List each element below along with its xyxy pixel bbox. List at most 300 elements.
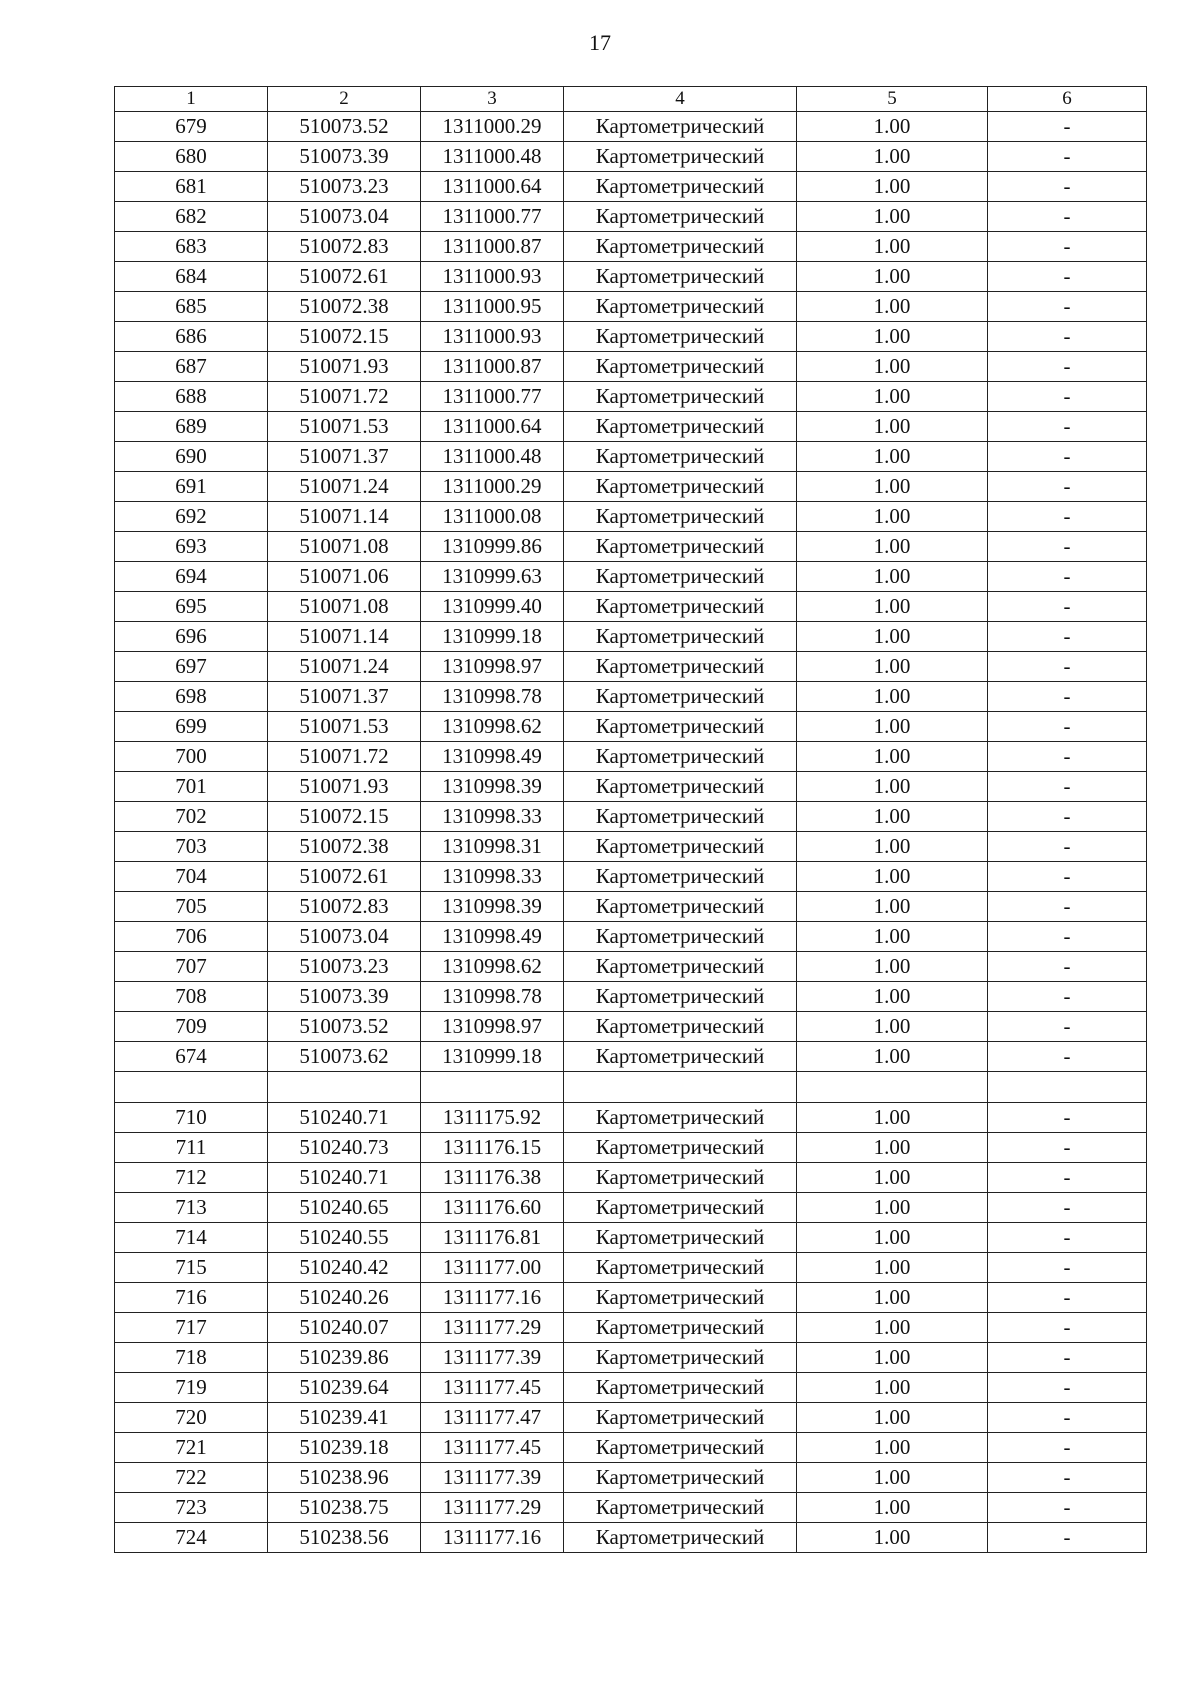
point-number-cell: 717 — [115, 1313, 268, 1343]
note-cell: - — [988, 862, 1147, 892]
table-row — [115, 1163, 1147, 1193]
point-number-cell: 715 — [115, 1253, 268, 1283]
note-cell: - — [988, 1493, 1147, 1523]
method-cell: Картометрический — [564, 142, 797, 172]
note-cell: - — [988, 1283, 1147, 1313]
table-row — [115, 1523, 1147, 1553]
point-number-cell: 714 — [115, 1223, 268, 1253]
method-cell: Картометрический — [564, 562, 797, 592]
accuracy-cell: 1.00 — [797, 682, 988, 712]
table-row — [115, 1433, 1147, 1463]
table-row — [115, 1012, 1147, 1042]
point-number-cell: 710 — [115, 1103, 268, 1133]
note-cell: - — [988, 592, 1147, 622]
x-coordinate-cell: 510240.71 — [268, 1163, 421, 1193]
x-coordinate-cell: 510071.08 — [268, 592, 421, 622]
point-number-cell: 691 — [115, 472, 268, 502]
x-coordinate-cell: 510238.96 — [268, 1463, 421, 1493]
method-cell: Картометрический — [564, 712, 797, 742]
x-coordinate-cell: 510071.93 — [268, 772, 421, 802]
accuracy-cell: 1.00 — [797, 1373, 988, 1403]
y-coordinate-cell: 1311000.48 — [421, 142, 564, 172]
method-cell: Картометрический — [564, 232, 797, 262]
point-number-cell: 682 — [115, 202, 268, 232]
note-cell: - — [988, 232, 1147, 262]
table-row — [115, 622, 1147, 652]
y-coordinate-cell: 1310998.31 — [421, 832, 564, 862]
x-coordinate-cell: 510240.65 — [268, 1193, 421, 1223]
method-cell: Картометрический — [564, 112, 797, 142]
note-cell: - — [988, 742, 1147, 772]
accuracy-cell: 1.00 — [797, 562, 988, 592]
table-row — [115, 532, 1147, 562]
table-row — [115, 1343, 1147, 1373]
note-cell: - — [988, 1463, 1147, 1493]
x-coordinate-cell: 510240.26 — [268, 1283, 421, 1313]
y-coordinate-cell: 1310999.86 — [421, 532, 564, 562]
y-coordinate-cell: 1311177.45 — [421, 1373, 564, 1403]
table-row — [115, 562, 1147, 592]
accuracy-cell: 1.00 — [797, 322, 988, 352]
point-number-cell: 721 — [115, 1433, 268, 1463]
empty-cell — [988, 1072, 1147, 1103]
accuracy-cell: 1.00 — [797, 172, 988, 202]
point-number-cell: 685 — [115, 292, 268, 322]
y-coordinate-cell: 1311000.29 — [421, 472, 564, 502]
x-coordinate-cell: 510071.24 — [268, 652, 421, 682]
method-cell: Картометрический — [564, 622, 797, 652]
point-number-cell: 680 — [115, 142, 268, 172]
point-number-cell: 724 — [115, 1523, 268, 1553]
y-coordinate-cell: 1310998.39 — [421, 772, 564, 802]
y-coordinate-cell: 1310998.33 — [421, 802, 564, 832]
column-header-5: 5 — [797, 87, 988, 112]
accuracy-cell: 1.00 — [797, 832, 988, 862]
method-cell: Картометрический — [564, 1103, 797, 1133]
accuracy-cell: 1.00 — [797, 592, 988, 622]
note-cell: - — [988, 172, 1147, 202]
method-cell: Картометрический — [564, 862, 797, 892]
y-coordinate-cell: 1310998.97 — [421, 1012, 564, 1042]
method-cell: Картометрический — [564, 742, 797, 772]
point-number-cell: 695 — [115, 592, 268, 622]
y-coordinate-cell: 1311000.64 — [421, 412, 564, 442]
table-row — [115, 262, 1147, 292]
table-row — [115, 1193, 1147, 1223]
accuracy-cell: 1.00 — [797, 1163, 988, 1193]
x-coordinate-cell: 510071.93 — [268, 352, 421, 382]
table-row — [115, 922, 1147, 952]
page-number: 17 — [589, 30, 611, 55]
table-row — [115, 412, 1147, 442]
accuracy-cell: 1.00 — [797, 1343, 988, 1373]
y-coordinate-cell: 1311177.29 — [421, 1313, 564, 1343]
table-row — [115, 1223, 1147, 1253]
method-cell: Картометрический — [564, 1403, 797, 1433]
x-coordinate-cell: 510073.39 — [268, 142, 421, 172]
method-cell: Картометрический — [564, 1012, 797, 1042]
method-cell: Картометрический — [564, 652, 797, 682]
table-row — [115, 1313, 1147, 1343]
note-cell: - — [988, 1223, 1147, 1253]
table-row — [115, 1283, 1147, 1313]
y-coordinate-cell: 1310999.40 — [421, 592, 564, 622]
x-coordinate-cell: 510239.86 — [268, 1343, 421, 1373]
method-cell: Картометрический — [564, 172, 797, 202]
method-cell: Картометрический — [564, 1193, 797, 1223]
accuracy-cell: 1.00 — [797, 112, 988, 142]
accuracy-cell: 1.00 — [797, 622, 988, 652]
note-cell: - — [988, 1193, 1147, 1223]
note-cell: - — [988, 1042, 1147, 1072]
accuracy-cell: 1.00 — [797, 922, 988, 952]
column-header-2: 2 — [268, 87, 421, 112]
y-coordinate-cell: 1310998.39 — [421, 892, 564, 922]
point-number-cell: 712 — [115, 1163, 268, 1193]
point-number-cell: 684 — [115, 262, 268, 292]
point-number-cell: 700 — [115, 742, 268, 772]
x-coordinate-cell: 510073.23 — [268, 172, 421, 202]
method-cell: Картометрический — [564, 382, 797, 412]
y-coordinate-cell: 1310998.78 — [421, 982, 564, 1012]
x-coordinate-cell: 510073.23 — [268, 952, 421, 982]
accuracy-cell: 1.00 — [797, 862, 988, 892]
y-coordinate-cell: 1310999.18 — [421, 1042, 564, 1072]
x-coordinate-cell: 510073.04 — [268, 922, 421, 952]
y-coordinate-cell: 1311177.00 — [421, 1253, 564, 1283]
y-coordinate-cell: 1311177.45 — [421, 1433, 564, 1463]
y-coordinate-cell: 1311000.77 — [421, 202, 564, 232]
accuracy-cell: 1.00 — [797, 292, 988, 322]
note-cell: - — [988, 1343, 1147, 1373]
empty-cell — [797, 1072, 988, 1103]
table-row — [115, 1493, 1147, 1523]
x-coordinate-cell: 510240.55 — [268, 1223, 421, 1253]
point-number-cell: 699 — [115, 712, 268, 742]
point-number-cell: 716 — [115, 1283, 268, 1313]
x-coordinate-cell: 510071.37 — [268, 442, 421, 472]
method-cell: Картометрический — [564, 982, 797, 1012]
point-number-cell: 689 — [115, 412, 268, 442]
point-number-cell: 706 — [115, 922, 268, 952]
table-row — [115, 1403, 1147, 1433]
x-coordinate-cell: 510073.04 — [268, 202, 421, 232]
table-row — [115, 1463, 1147, 1493]
table-row — [115, 682, 1147, 712]
method-cell: Картометрический — [564, 502, 797, 532]
accuracy-cell: 1.00 — [797, 1433, 988, 1463]
accuracy-cell: 1.00 — [797, 772, 988, 802]
accuracy-cell: 1.00 — [797, 1042, 988, 1072]
y-coordinate-cell: 1311000.87 — [421, 352, 564, 382]
x-coordinate-cell: 510073.52 — [268, 1012, 421, 1042]
point-number-cell: 698 — [115, 682, 268, 712]
column-header-6: 6 — [988, 87, 1147, 112]
x-coordinate-cell: 510072.83 — [268, 232, 421, 262]
y-coordinate-cell: 1311177.16 — [421, 1283, 564, 1313]
y-coordinate-cell: 1311000.29 — [421, 112, 564, 142]
method-cell: Картометрический — [564, 1163, 797, 1193]
point-number-cell: 702 — [115, 802, 268, 832]
note-cell: - — [988, 1133, 1147, 1163]
point-number-cell: 704 — [115, 862, 268, 892]
y-coordinate-cell: 1311176.81 — [421, 1223, 564, 1253]
accuracy-cell: 1.00 — [797, 1133, 988, 1163]
method-cell: Картометрический — [564, 1373, 797, 1403]
method-cell: Картометрический — [564, 1223, 797, 1253]
method-cell: Картометрический — [564, 472, 797, 502]
note-cell: - — [988, 832, 1147, 862]
method-cell: Картометрический — [564, 952, 797, 982]
table-row — [115, 142, 1147, 172]
accuracy-cell: 1.00 — [797, 1493, 988, 1523]
x-coordinate-cell: 510239.18 — [268, 1433, 421, 1463]
x-coordinate-cell: 510072.83 — [268, 892, 421, 922]
table-row — [115, 1373, 1147, 1403]
accuracy-cell: 1.00 — [797, 1103, 988, 1133]
x-coordinate-cell: 510071.06 — [268, 562, 421, 592]
point-number-cell: 694 — [115, 562, 268, 592]
point-number-cell: 692 — [115, 502, 268, 532]
accuracy-cell: 1.00 — [797, 472, 988, 502]
note-cell: - — [988, 382, 1147, 412]
point-number-cell: 711 — [115, 1133, 268, 1163]
table-row — [115, 202, 1147, 232]
x-coordinate-cell: 510240.73 — [268, 1133, 421, 1163]
point-number-cell: 697 — [115, 652, 268, 682]
point-number-cell: 707 — [115, 952, 268, 982]
y-coordinate-cell: 1311177.29 — [421, 1493, 564, 1523]
method-cell: Картометрический — [564, 442, 797, 472]
table-row — [115, 832, 1147, 862]
table-row — [115, 472, 1147, 502]
table-row — [115, 712, 1147, 742]
method-cell: Картометрический — [564, 922, 797, 952]
empty-cell — [421, 1072, 564, 1103]
y-coordinate-cell: 1311000.93 — [421, 322, 564, 352]
note-cell: - — [988, 1012, 1147, 1042]
note-cell: - — [988, 712, 1147, 742]
table-row — [115, 1133, 1147, 1163]
x-coordinate-cell: 510239.64 — [268, 1373, 421, 1403]
accuracy-cell: 1.00 — [797, 712, 988, 742]
x-coordinate-cell: 510072.38 — [268, 832, 421, 862]
accuracy-cell: 1.00 — [797, 232, 988, 262]
x-coordinate-cell: 510238.75 — [268, 1493, 421, 1523]
accuracy-cell: 1.00 — [797, 1223, 988, 1253]
table-row — [115, 592, 1147, 622]
point-number-cell: 723 — [115, 1493, 268, 1523]
table-body — [115, 112, 1147, 1553]
note-cell: - — [988, 1373, 1147, 1403]
x-coordinate-cell: 510071.53 — [268, 412, 421, 442]
method-cell: Картометрический — [564, 1313, 797, 1343]
method-cell: Картометрический — [564, 262, 797, 292]
method-cell: Картометрический — [564, 322, 797, 352]
note-cell: - — [988, 952, 1147, 982]
x-coordinate-cell: 510238.56 — [268, 1523, 421, 1553]
note-cell: - — [988, 142, 1147, 172]
method-cell: Картометрический — [564, 1283, 797, 1313]
accuracy-cell: 1.00 — [797, 442, 988, 472]
x-coordinate-cell: 510072.61 — [268, 262, 421, 292]
note-cell: - — [988, 622, 1147, 652]
accuracy-cell: 1.00 — [797, 982, 988, 1012]
y-coordinate-cell: 1311000.08 — [421, 502, 564, 532]
method-cell: Картометрический — [564, 1433, 797, 1463]
accuracy-cell: 1.00 — [797, 382, 988, 412]
note-cell: - — [988, 652, 1147, 682]
note-cell: - — [988, 352, 1147, 382]
accuracy-cell: 1.00 — [797, 1403, 988, 1433]
table-row — [115, 112, 1147, 142]
method-cell: Картометрический — [564, 772, 797, 802]
column-header-4: 4 — [564, 87, 797, 112]
y-coordinate-cell: 1311000.64 — [421, 172, 564, 202]
x-coordinate-cell: 510072.15 — [268, 802, 421, 832]
y-coordinate-cell: 1311000.95 — [421, 292, 564, 322]
y-coordinate-cell: 1311000.48 — [421, 442, 564, 472]
method-cell: Картометрический — [564, 802, 797, 832]
table-row — [115, 1253, 1147, 1283]
method-cell: Картометрический — [564, 1133, 797, 1163]
empty-cell — [564, 1072, 797, 1103]
point-number-cell: 686 — [115, 322, 268, 352]
accuracy-cell: 1.00 — [797, 142, 988, 172]
note-cell: - — [988, 982, 1147, 1012]
note-cell: - — [988, 562, 1147, 592]
method-cell: Картометрический — [564, 412, 797, 442]
accuracy-cell: 1.00 — [797, 1313, 988, 1343]
x-coordinate-cell: 510073.52 — [268, 112, 421, 142]
table-row — [115, 982, 1147, 1012]
accuracy-cell: 1.00 — [797, 1193, 988, 1223]
empty-cell — [268, 1072, 421, 1103]
note-cell: - — [988, 682, 1147, 712]
table-row — [115, 1103, 1147, 1133]
accuracy-cell: 1.00 — [797, 652, 988, 682]
accuracy-cell: 1.00 — [797, 1523, 988, 1553]
note-cell: - — [988, 502, 1147, 532]
table-row — [115, 502, 1147, 532]
accuracy-cell: 1.00 — [797, 262, 988, 292]
accuracy-cell: 1.00 — [797, 1283, 988, 1313]
y-coordinate-cell: 1311177.16 — [421, 1523, 564, 1553]
note-cell: - — [988, 1253, 1147, 1283]
y-coordinate-cell: 1311000.77 — [421, 382, 564, 412]
x-coordinate-cell: 510071.37 — [268, 682, 421, 712]
y-coordinate-cell: 1310999.18 — [421, 622, 564, 652]
y-coordinate-cell: 1311000.87 — [421, 232, 564, 262]
x-coordinate-cell: 510071.24 — [268, 472, 421, 502]
point-number-cell: 720 — [115, 1403, 268, 1433]
method-cell: Картометрический — [564, 1343, 797, 1373]
table-row — [115, 862, 1147, 892]
x-coordinate-cell: 510073.39 — [268, 982, 421, 1012]
accuracy-cell: 1.00 — [797, 352, 988, 382]
point-number-cell: 690 — [115, 442, 268, 472]
method-cell: Картометрический — [564, 292, 797, 322]
table-header — [115, 87, 1147, 112]
column-header-1: 1 — [115, 87, 268, 112]
point-number-cell: 708 — [115, 982, 268, 1012]
method-cell: Картометрический — [564, 682, 797, 712]
y-coordinate-cell: 1311176.15 — [421, 1133, 564, 1163]
y-coordinate-cell: 1310998.49 — [421, 922, 564, 952]
x-coordinate-cell: 510240.07 — [268, 1313, 421, 1343]
y-coordinate-cell: 1310999.63 — [421, 562, 564, 592]
method-cell: Картометрический — [564, 592, 797, 622]
header-row — [115, 87, 1147, 112]
x-coordinate-cell: 510239.41 — [268, 1403, 421, 1433]
accuracy-cell: 1.00 — [797, 952, 988, 982]
y-coordinate-cell: 1310998.78 — [421, 682, 564, 712]
point-number-cell: 713 — [115, 1193, 268, 1223]
note-cell: - — [988, 412, 1147, 442]
y-coordinate-cell: 1311177.47 — [421, 1403, 564, 1433]
note-cell: - — [988, 1103, 1147, 1133]
table-row — [115, 292, 1147, 322]
accuracy-cell: 1.00 — [797, 1463, 988, 1493]
point-number-cell: 688 — [115, 382, 268, 412]
x-coordinate-cell: 510071.72 — [268, 742, 421, 772]
table-row — [115, 802, 1147, 832]
separator-row — [115, 1072, 1147, 1103]
method-cell: Картометрический — [564, 1253, 797, 1283]
table-row — [115, 952, 1147, 982]
note-cell: - — [988, 892, 1147, 922]
y-coordinate-cell: 1310998.49 — [421, 742, 564, 772]
y-coordinate-cell: 1311177.39 — [421, 1463, 564, 1493]
table-row — [115, 652, 1147, 682]
note-cell: - — [988, 472, 1147, 502]
empty-cell — [115, 1072, 268, 1103]
point-number-cell: 683 — [115, 232, 268, 262]
y-coordinate-cell: 1310998.62 — [421, 952, 564, 982]
table-row — [115, 892, 1147, 922]
column-header-3: 3 — [421, 87, 564, 112]
note-cell: - — [988, 532, 1147, 562]
table-row — [115, 172, 1147, 202]
y-coordinate-cell: 1311176.38 — [421, 1163, 564, 1193]
accuracy-cell: 1.00 — [797, 1253, 988, 1283]
y-coordinate-cell: 1311000.93 — [421, 262, 564, 292]
accuracy-cell: 1.00 — [797, 412, 988, 442]
x-coordinate-cell: 510072.38 — [268, 292, 421, 322]
x-coordinate-cell: 510072.61 — [268, 862, 421, 892]
accuracy-cell: 1.00 — [797, 502, 988, 532]
note-cell: - — [988, 1313, 1147, 1343]
x-coordinate-cell: 510240.42 — [268, 1253, 421, 1283]
method-cell: Картометрический — [564, 832, 797, 862]
x-coordinate-cell: 510240.71 — [268, 1103, 421, 1133]
point-number-cell: 705 — [115, 892, 268, 922]
note-cell: - — [988, 322, 1147, 352]
table-row — [115, 1042, 1147, 1072]
note-cell: - — [988, 112, 1147, 142]
point-number-cell: 693 — [115, 532, 268, 562]
note-cell: - — [988, 1523, 1147, 1553]
accuracy-cell: 1.00 — [797, 1012, 988, 1042]
point-number-cell: 681 — [115, 172, 268, 202]
x-coordinate-cell: 510073.62 — [268, 1042, 421, 1072]
y-coordinate-cell: 1311175.92 — [421, 1103, 564, 1133]
note-cell: - — [988, 262, 1147, 292]
point-number-cell: 719 — [115, 1373, 268, 1403]
method-cell: Картометрический — [564, 892, 797, 922]
note-cell: - — [988, 1403, 1147, 1433]
point-number-cell: 674 — [115, 1042, 268, 1072]
